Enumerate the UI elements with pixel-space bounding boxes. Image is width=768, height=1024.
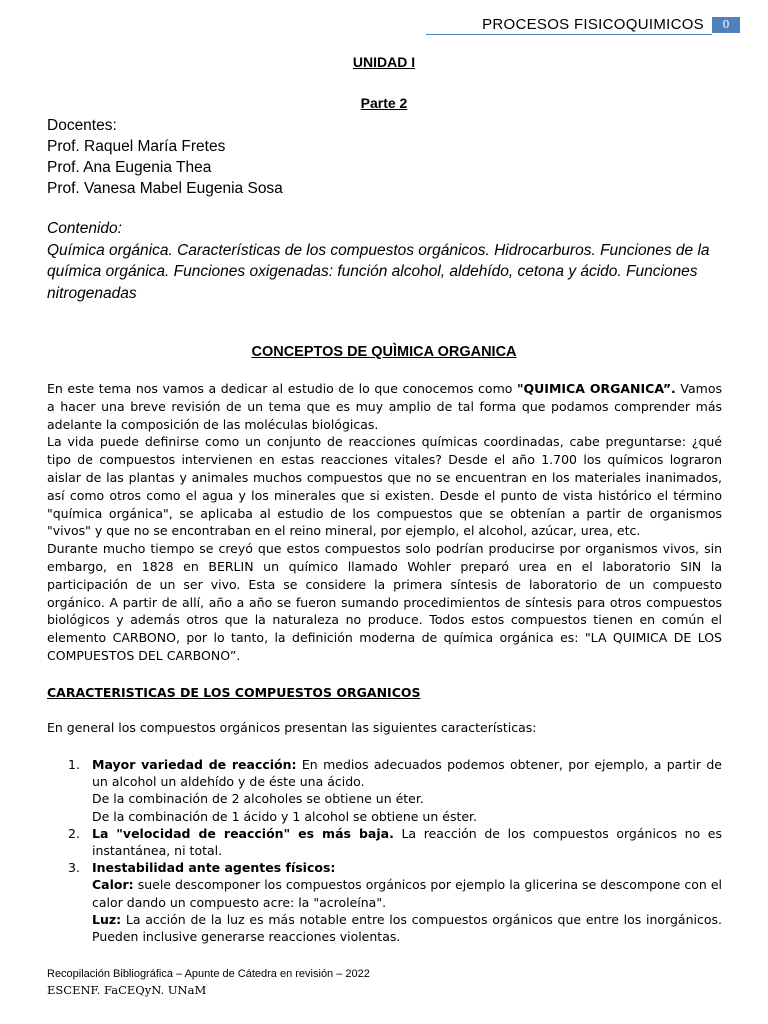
unit-title: UNIDAD I [352,54,416,70]
footer-line: Recopilación Bibliográfica – Apunte de Cátedra en revisión – 2022 [47,968,370,980]
part-title: Parte 2 [360,95,408,111]
list-item: 3. Inestabilidad ante agentes físicos: Calor: suele descomponer los compuestos orgánicos por ejemplo la glicerina se descompone con el calor dando un compuesto acre: la "acroleína". Luz: La acción de la luz es más notable entre los compuestos orgánicos que entre los inorgánicos. Pueden inclusive generarse reacciones violentas. [68,860,722,945]
header-title: PROCESOS FISICOQUIMICOS [482,16,704,33]
contenido-text: Química orgánica. Características de los compuestos orgánicos. Hidrocarburos. Funciones de la química orgánica. Funciones oxigenadas: función alcohol, aldehído, cetona y ácido. Funciones nitrogenadas [47,241,710,302]
page-header [482,14,740,36]
characteristics-intro: En general los compuestos orgánicos presentan las siguientes características: [47,720,537,735]
footer-institution: ESCENF. FaCEQyN. UNaM [47,983,207,997]
paragraph: Durante mucho tiempo se creyó que estos compuestos solo podrían producirse por organismos vivos, sin embargo, en 1828 en BERLIN un químico llamado Wohler preparó urea en el laboratorio SIN la participación de un ser vivo. Esta se considere la primera síntesis de laboratorio de un compuesto orgánico. A partir de allí, año a año se fueron sumando procedimientos de síntesis para otros compuestos biológicos y además otros que la naturaleza no produce. Todos estos compuestos tienen en común el elemento CARBONO, por lo tanto, la definición moderna de química orgánica es: "LA QUIMICA DE LOS COMPUESTOS DEL CARBONO”. [47,541,722,663]
list-item: 1. Mayor variedad de reacción: En medios adecuados podemos obtener, por ejemplo, a partir de un alcohol un aldehído y de éste una ácido. De la combinación de 2 alcoholes se obtiene un éter. De la combinación de 1 ácido y 1 alcohol se obtiene un éster. [68,757,722,824]
header-rule [426,34,712,35]
characteristics-heading: CARACTERISTICAS DE LOS COMPUESTOS ORGANICOS [47,685,421,700]
contenido-block [47,218,727,304]
docente-name: Prof. Vanesa Mabel Eugenia Sosa [47,180,283,197]
docente-name: Prof. Raquel María Fretes [47,138,226,155]
list-item: 2. La "velocidad de reacción" es más baja. La reacción de los compuestos orgánicos no es instantánea, ni total. [68,825,723,859]
contenido-label: Contenido: [47,220,122,237]
page-number-badge: 0 [712,17,740,33]
docentes-block [47,115,283,199]
characteristics-list [68,756,722,945]
section-title: CONCEPTOS DE QUÌMICA ORGANICA [251,344,517,360]
intro-paragraphs [47,380,722,665]
paragraph: En este tema nos vamos a dedicar al estudio de lo que conocemos como "QUIMICA ORGANICA”. Vamos a hacer una breve revisión de un tema que es muy amplio de tal forma que podamos comprender más adelante la composición de las moléculas biológicas. [47,381,722,432]
paragraph: La vida puede definirse como un conjunto de reacciones químicas coordinadas, cabe preguntarse: ¿qué tipo de compuestos intervienen en estas reacciones vitales? Desde el año 1.700 los químicos lograron aislar de las plantas y animales muchos compuestos que no se encuentran en los materiales inanimados, así como otros como el agua y los minerales que si existen. Desde el punto de vista histórico el término "química orgánica", se aplicaba al estudio de los compuestos que se obtenían a partir de organismos "vivos" y que no se encontraban en el reino mineral, por ejemplo, el alcohol, azúcar, urea, etc. [47,434,722,539]
docente-name: Prof. Ana Eugenia Thea [47,159,212,176]
docentes-label: Docentes: [47,117,117,134]
